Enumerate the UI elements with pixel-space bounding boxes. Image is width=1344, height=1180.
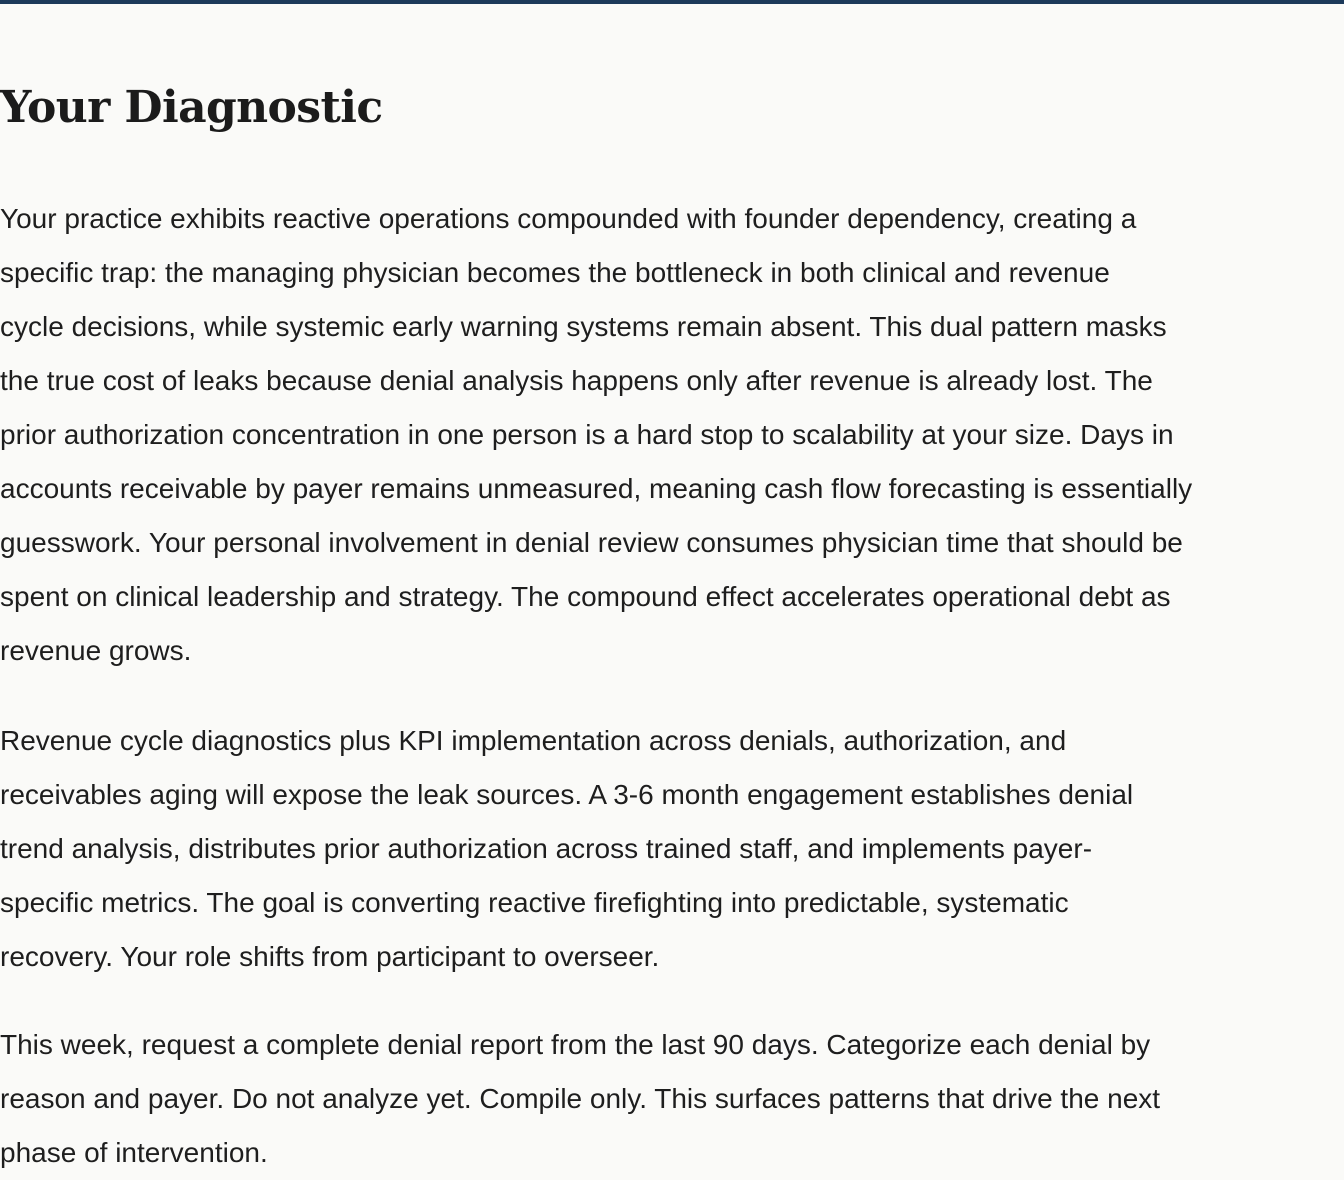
- paragraph-line: the true cost of leaks because denial analysis happens only after revenue is already lost. The: [0, 365, 1153, 396]
- paragraph-line: accounts receivable by payer remains unmeasured, meaning cash flow forecasting is essentially: [0, 473, 1193, 504]
- paragraph-line: guesswork. Your personal involvement in denial review consumes physician time that should be: [0, 527, 1183, 558]
- diagnostic-paragraph-3: [0, 1018, 1160, 1180]
- paragraph-line: Revenue cycle diagnostics plus KPI implementation across denials, authorization, and: [0, 725, 1067, 756]
- paragraph-line: specific trap: the managing physician becomes the bottleneck in both clinical and revenue: [0, 257, 1110, 288]
- paragraph-line: receivables aging will expose the leak sources. A 3-6 month engagement establishes denial: [0, 779, 1134, 810]
- diagnostic-paragraph-1: [0, 192, 1192, 678]
- page-title: Your Diagnostic: [0, 82, 383, 133]
- paragraph-line: cycle decisions, while systemic early warning systems remain absent. This dual pattern masks: [0, 311, 1167, 342]
- paragraph-line: revenue grows.: [0, 635, 192, 666]
- paragraph-line: spent on clinical leadership and strategy. The compound effect accelerates operational debt as: [0, 581, 1171, 612]
- diagnostic-paragraph-2: [0, 714, 1133, 984]
- paragraph-line: prior authorization concentration in one person is a hard stop to scalability at your size. Days in: [0, 419, 1174, 450]
- paragraph-line: trend analysis, distributes prior authorization across trained staff, and implements payer-: [0, 833, 1093, 864]
- paragraph-line: This week, request a complete denial report from the last 90 days. Categorize each denial by: [0, 1029, 1151, 1060]
- paragraph-line: reason and payer. Do not analyze yet. Compile only. This surfaces patterns that drive the next: [0, 1083, 1161, 1114]
- paragraph-line: specific metrics. The goal is converting reactive firefighting into predictable, systematic: [0, 887, 1069, 918]
- paragraph-line: Your practice exhibits reactive operations compounded with founder dependency, creating a: [0, 203, 1137, 234]
- top-accent-bar: [0, 0, 1344, 4]
- paragraph-line: recovery. Your role shifts from participant to overseer.: [0, 941, 660, 972]
- paragraph-line: phase of intervention.: [0, 1137, 268, 1168]
